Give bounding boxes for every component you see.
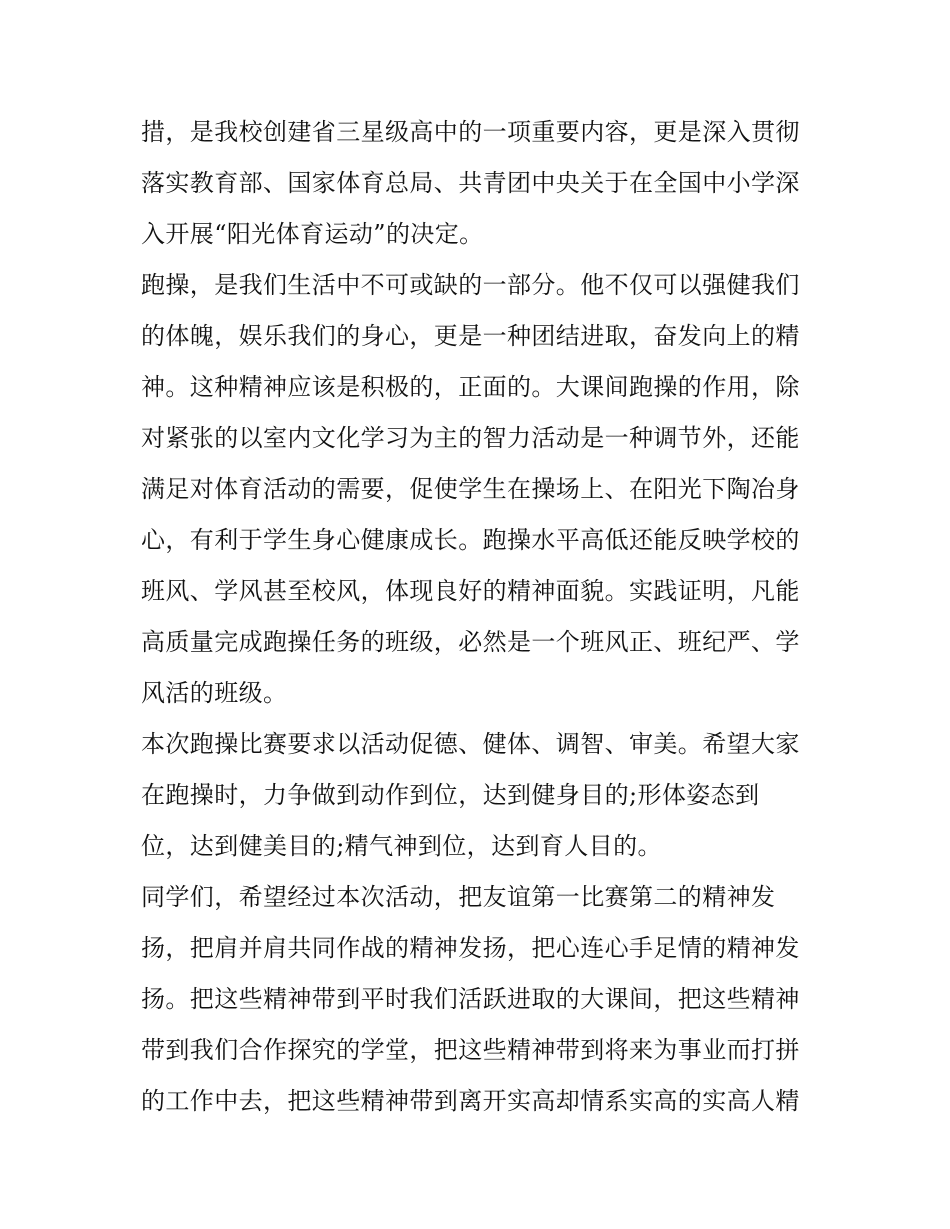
text-line: 高质量完成跑操任务的班级，必然是一个班风正、班纪严、学 xyxy=(141,628,800,656)
text-line: 的体魄，娱乐我们的身心，更是一种团结进取，奋发向上的精 xyxy=(141,322,800,350)
text-line: 满足对体育活动的需要，促使学生在操场上、在阳光下陶冶身 xyxy=(141,475,800,503)
text-line: 对紧张的以室内文化学习为主的智力活动是一种调节外，还能 xyxy=(141,424,800,452)
paragraph-4 xyxy=(141,872,831,1127)
text-line: 措，是我校创建省三星级高中的一项重要内容，更是深入贯彻 xyxy=(141,118,800,146)
text-line: 跑操，是我们生活中不可或缺的一部分。他不仅可以强健我们 xyxy=(141,271,800,299)
text-line: 位，达到健美目的;精气神到位，达到育人目的。 xyxy=(141,832,662,860)
text-line: 扬，把肩并肩共同作战的精神发扬，把心连心手足情的精神发 xyxy=(141,934,800,962)
text-line: 带到我们合作探究的学堂，把这些精神带到将来为事业而打拼 xyxy=(141,1036,800,1064)
document-body xyxy=(141,107,831,1127)
text-line: 在跑操时，力争做到动作到位，达到健身目的;形体姿态到 xyxy=(141,781,760,809)
text-line: 神。这种精神应该是积极的，正面的。大课间跑操的作用，除 xyxy=(141,373,800,401)
text-line: 的工作中去，把这些精神带到离开实高却情系实高的实高人精 xyxy=(141,1087,800,1115)
text-line: 班风、学风甚至校风，体现良好的精神面貌。实践证明，凡能 xyxy=(141,577,800,605)
paragraph-2 xyxy=(141,260,831,719)
text-line: 心，有利于学生身心健康成长。跑操水平高低还能反映学校的 xyxy=(141,526,800,554)
paragraph-1 xyxy=(141,107,831,260)
text-line: 落实教育部、国家体育总局、共青团中央关于在全国中小学深 xyxy=(141,169,800,197)
text-line: 入开展“阳光体育运动”的决定。 xyxy=(141,220,484,248)
text-line: 风活的班级。 xyxy=(141,679,288,707)
text-line: 同学们，希望经过本次活动，把友谊第一比赛第二的精神发 xyxy=(141,883,776,911)
paragraph-3 xyxy=(141,719,831,872)
text-line: 扬。把这些精神带到平时我们活跃进取的大课间，把这些精神 xyxy=(141,985,800,1013)
text-line: 本次跑操比赛要求以活动促德、健体、调智、审美。希望大家 xyxy=(141,730,800,758)
